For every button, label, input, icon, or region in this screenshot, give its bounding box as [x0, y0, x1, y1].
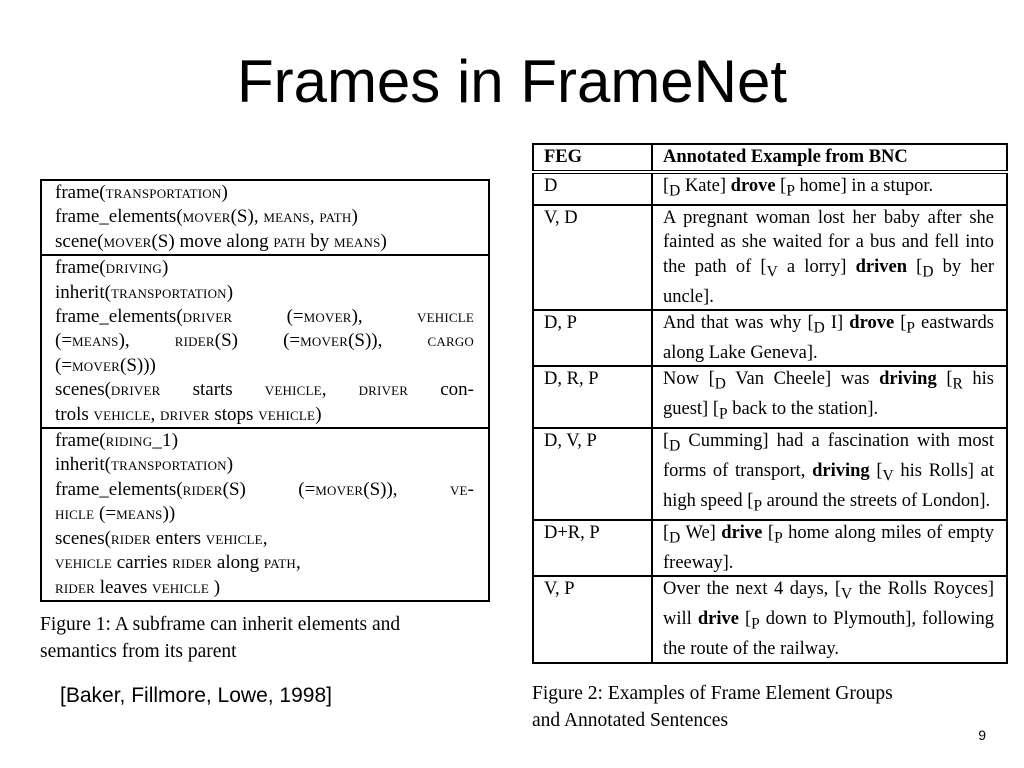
example-cell: [$_D$ Cumming] had a fascination with most forms of transport, driving [$_V$ his Rolls] at high speed [$_P$ around the streets of London].: [652, 428, 1007, 520]
table-row: [533, 520, 1007, 576]
feg-cell: D, P: [533, 310, 652, 366]
table-row: [533, 172, 1007, 205]
frame-block-driving: [42, 254, 488, 427]
table-row: [533, 310, 1007, 366]
frame-line: inherit(transportation): [55, 281, 234, 303]
frame-line: scene(mover(S) move along path by means): [55, 230, 387, 252]
frame-line: scenes(driver starts vehicle, driver con-: [55, 379, 475, 401]
example-cell: Now [$_D$ Van Cheele] was driving [$_R$ his guest] [$_P$ back to the station].: [652, 366, 1007, 428]
frame-line: (=means), rider(S) (=mover(S)), cargo: [55, 330, 474, 352]
frame-line: scenes(rider enters vehicle,: [55, 527, 268, 549]
figure1-caption-line: Figure 1: A subframe can inherit elements and: [40, 614, 401, 635]
frame-line: frame_elements(driver (=mover), vehicle: [55, 306, 475, 328]
figure1-caption: [40, 611, 514, 667]
frame-line: inherit(transportation): [55, 454, 234, 476]
feg-column-header: FEG: [533, 144, 652, 172]
frame-line: (=mover(S))): [55, 354, 156, 376]
feg-cell: D: [533, 172, 652, 205]
table-row: [533, 576, 1007, 662]
frame-line: frame(transportation): [55, 182, 228, 203]
example-column-header: Annotated Example from BNC: [652, 144, 1007, 172]
frame-line: frame_elements(rider(S) (=mover(S)), ve-: [55, 478, 474, 500]
example-cell: Over the next 4 days, [$_V$ the Rolls Royces] will drive [$_P$ down to Plymouth], following the route of the railway.: [652, 576, 1007, 662]
table-row: [533, 366, 1007, 428]
frame-line: frame_elements(mover(S), means, path): [55, 206, 358, 228]
figure2-caption-line: and Annotated Sentences: [532, 710, 729, 731]
page-number: 9: [978, 727, 986, 743]
example-cell: A pregnant woman lost her baby after she fainted as she waited for a bus and fell into the path of [$_V$ a lorry] driven [$_D$ by her uncle].: [652, 205, 1007, 310]
frame-block-riding: [42, 427, 488, 600]
feg-cell: D, V, P: [533, 428, 652, 520]
frame-line: frame(driving): [55, 257, 169, 279]
example-cell: [$_D$ We] drive [$_P$ home along miles of empty freeway].: [652, 520, 1007, 576]
frame-line: trols vehicle, driver stops vehicle): [55, 403, 322, 425]
table-row: [533, 205, 1007, 310]
frame-block-transportation: [42, 181, 488, 254]
table-header-row: [533, 144, 1007, 172]
feg-cell: D+R, P: [533, 520, 652, 576]
figure2-caption: [532, 680, 1022, 734]
slide-title: Frames in FrameNet: [236, 48, 788, 115]
table-row: [533, 428, 1007, 520]
frame-line: vehicle carries rider along path,: [55, 552, 301, 574]
citation: [Baker, Fillmore, Lowe, 1998]: [60, 684, 332, 707]
figure1-caption-line: semantics from its parent: [40, 641, 237, 662]
frame-line: hicle (=means)): [55, 503, 176, 525]
figure2-caption-line: Figure 2: Examples of Frame Element Groups: [532, 683, 893, 704]
example-cell: And that was why [$_D$ I] drove [$_P$ eastwards along Lake Geneva].: [652, 310, 1007, 366]
feg-cell: V, D: [533, 205, 652, 310]
feg-table: [532, 143, 1008, 664]
frame-definitions-box: [40, 179, 490, 602]
feg-cell: V, P: [533, 576, 652, 662]
example-cell: [$_D$ Kate] drove [$_P$ home] in a stupor.: [652, 172, 1007, 205]
feg-cell: D, R, P: [533, 366, 652, 428]
frame-line: rider leaves vehicle ): [55, 576, 221, 598]
frame-line: frame(riding_1): [55, 430, 179, 452]
